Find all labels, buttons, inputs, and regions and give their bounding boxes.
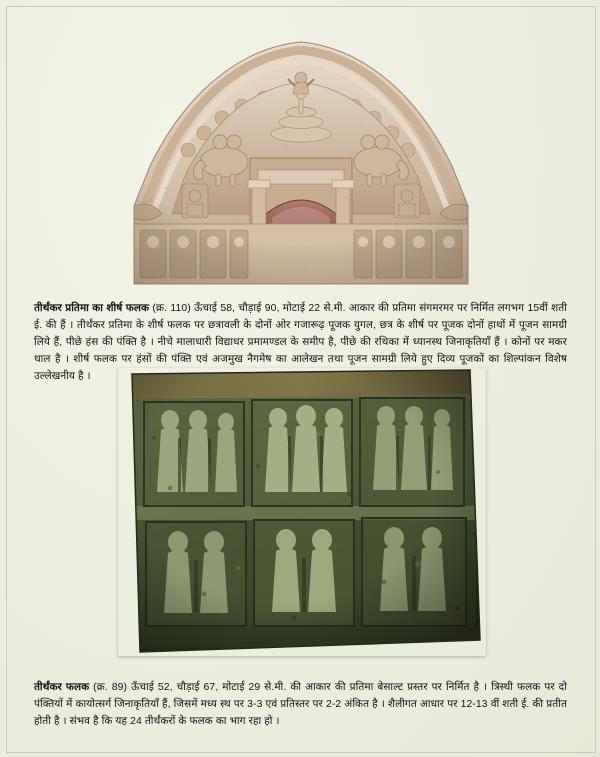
caption-1-lead: तीर्थंकर प्रतिमा का शीर्ष फलक [34, 303, 150, 315]
figure-tirthankar-shirsh-phalak [96, 38, 506, 288]
figure-1-image [96, 38, 506, 288]
caption-figure-2 [34, 680, 567, 731]
figure-tirthankar-phalak [118, 368, 486, 656]
caption-1-text: (क्र. 110) ऊँचाई 58, चौड़ाई 90, मोटाई 22 से.मी. आकार की प्रतिमा संगमरमर पर निर्मित लगभग 15वीं शती ई. की हैं । तीर्थंकर प्रतिमा के शीर्ष फलक पर छत्रावली के दोनों ओर गजारूढ़ पूजक युगल, छत्र के शीर्ष पर पूजक दोनों हाथों में पूजन सामग्री लिये हैं, पीछे हंस की पंक्ति है । नीचे मालाधारी विद्याधर प्रमामण्डल के समीप है, पीछे की रथिका में ध्यानस्थ जिनाकृतियाँ हैं । कोनों पर मकर थाल है । शीर्ष फलक पर हंसों की पंक्ति एवं अजमुख नैगमेष का आलेखन तथा पूजन सामग्री लिये हुए दिव्य पूजकों का शिल्पांकन विशेष उल्लेखनीय है । [34, 303, 567, 382]
figure-2-image [118, 368, 486, 656]
caption-2-lead: तीर्थंकर फलक [34, 682, 90, 694]
caption-2-text: (क्र. 89) ऊँचाई 52, चौड़ाई 67, मोटाई 29 से.मी. की आकार की प्रतिमा बेसाल्ट प्रस्तर पर निर्मित है । त्रिस्थी फलक पर दो पंक्तियों में कायोत्सर्ग जिनाकृतियाँ हैं, जिसमें मध्य स्थ पर 3-3 एवं प्रतिस्तर पर 2-2 अंकित है । शैलीगत आधार पर 12-13 वीं शती ई. की प्रतीत होती है । संभव है कि यह 24 तीर्थंकरों के फलक का भाग रहा हो । [34, 682, 567, 728]
